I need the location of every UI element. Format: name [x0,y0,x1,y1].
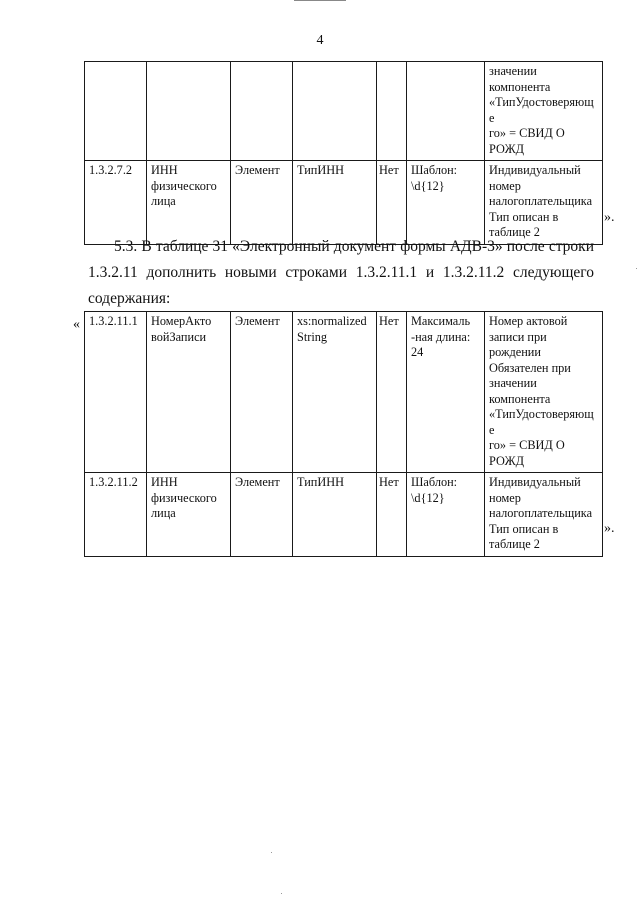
cell-line: записи при [489,329,547,344]
table-cell-name [147,312,231,473]
table-cell-type [293,312,377,473]
paragraph-line: 1.3.2.11 дополнить новыми строками 1.3.2.11.1 и 1.3.2.11.2 следующего [88,264,594,281]
table-cell-kind: Элемент [231,473,293,557]
cell-line: войЗаписи [151,329,207,344]
paragraph-line: содержания: [88,290,171,307]
table-cell-description [485,473,603,557]
table-cell-name [147,161,231,245]
table-cell [231,62,293,161]
cell-line: \d{12} [411,178,445,193]
cell-line: значении [489,64,537,78]
table-cell-code: 1.3.2.11.2 [85,473,147,557]
cell-line: Индивидуальный [489,475,581,489]
closing-quote: ». [604,521,615,536]
table-cell [293,62,377,161]
table-new-rows [84,311,603,557]
cell-line: Шаблон: [411,163,458,177]
cell-line: ИНН [151,163,178,177]
table-cell-description [485,312,603,473]
closing-quote: ». [604,210,615,225]
cell-line: компонента [489,391,551,406]
cell-line: рождении [489,345,541,359]
table-row [85,473,603,557]
table-row [85,161,603,245]
page-number: 4 [316,33,324,48]
table-cell-required: Нет [377,161,407,245]
table-cell-description [485,161,603,245]
table-cell-code: 1.3.2.11.1 [85,312,147,473]
table-continuation [84,61,603,245]
cell-line: 24 [411,345,424,359]
amendment-paragraph [88,234,594,312]
table-cell [85,62,147,161]
scan-speck [271,852,272,853]
cell-line: Обязателен при [489,360,571,375]
cell-line: «ТипУдостоверяюще [489,95,594,125]
cell-line: значении [489,376,537,390]
table-cell-description [485,62,603,161]
table-cell-code: 1.3.2.7.2 [85,161,147,245]
table-cell-constraint [407,312,485,473]
cell-line: компонента [489,79,551,94]
cell-line: Максималь [411,314,471,328]
table-cell-type: ТипИНН [293,161,377,245]
table-cell-required: Нет [377,312,407,473]
table-cell-name [147,473,231,557]
scan-edge-mark [294,0,346,1]
cell-line: лица [151,194,176,208]
cell-line: Номер актовой [489,314,568,328]
cell-line: таблице 2 [489,225,540,239]
table-cell-pattern [407,473,485,557]
table-cell [147,62,231,161]
cell-line: РОЖД [489,141,524,156]
cell-line: лица [151,506,176,520]
cell-line: ИНН [151,475,178,489]
cell-line: Индивидуальный [489,163,581,177]
table-row [85,312,603,473]
table-cell-pattern [407,161,485,245]
table-cell [377,62,407,161]
cell-line: Тип описан в [489,521,559,536]
opening-quote: « [73,317,80,332]
table-row [85,62,603,161]
cell-line: -ная длина: [411,329,471,344]
table-cell [407,62,485,161]
scan-speck [636,268,637,269]
cell-line: «ТипУдостоверяюще [489,407,594,437]
cell-line: РОЖД [489,453,524,468]
table-cell-kind: Элемент [231,161,293,245]
table-cell-required: Нет [377,473,407,557]
cell-line: физического [151,490,217,505]
table-cell-kind: Элемент [231,312,293,473]
cell-line: номер [489,490,521,505]
cell-line: xs:normalized [297,314,367,328]
cell-line: НомерАкто [151,314,212,328]
cell-line: го» = СВИД О [489,438,565,452]
cell-line: таблице 2 [489,537,540,551]
cell-line: номер [489,178,521,193]
cell-line: \d{12} [411,490,445,505]
scan-speck [281,893,282,894]
cell-line: го» = СВИД О [489,126,565,140]
cell-line: Тип описан в [489,209,559,224]
cell-line: налогоплательщика [489,506,593,520]
cell-line: налогоплательщика [489,194,593,208]
cell-line: Шаблон: [411,475,458,489]
cell-line: String [297,329,328,344]
table-cell-type: ТипИНН [293,473,377,557]
cell-line: физического [151,178,217,193]
paragraph-line: 5.3. В таблице 31 «Электронный документ формы АДВ-3» после строки [114,238,594,255]
